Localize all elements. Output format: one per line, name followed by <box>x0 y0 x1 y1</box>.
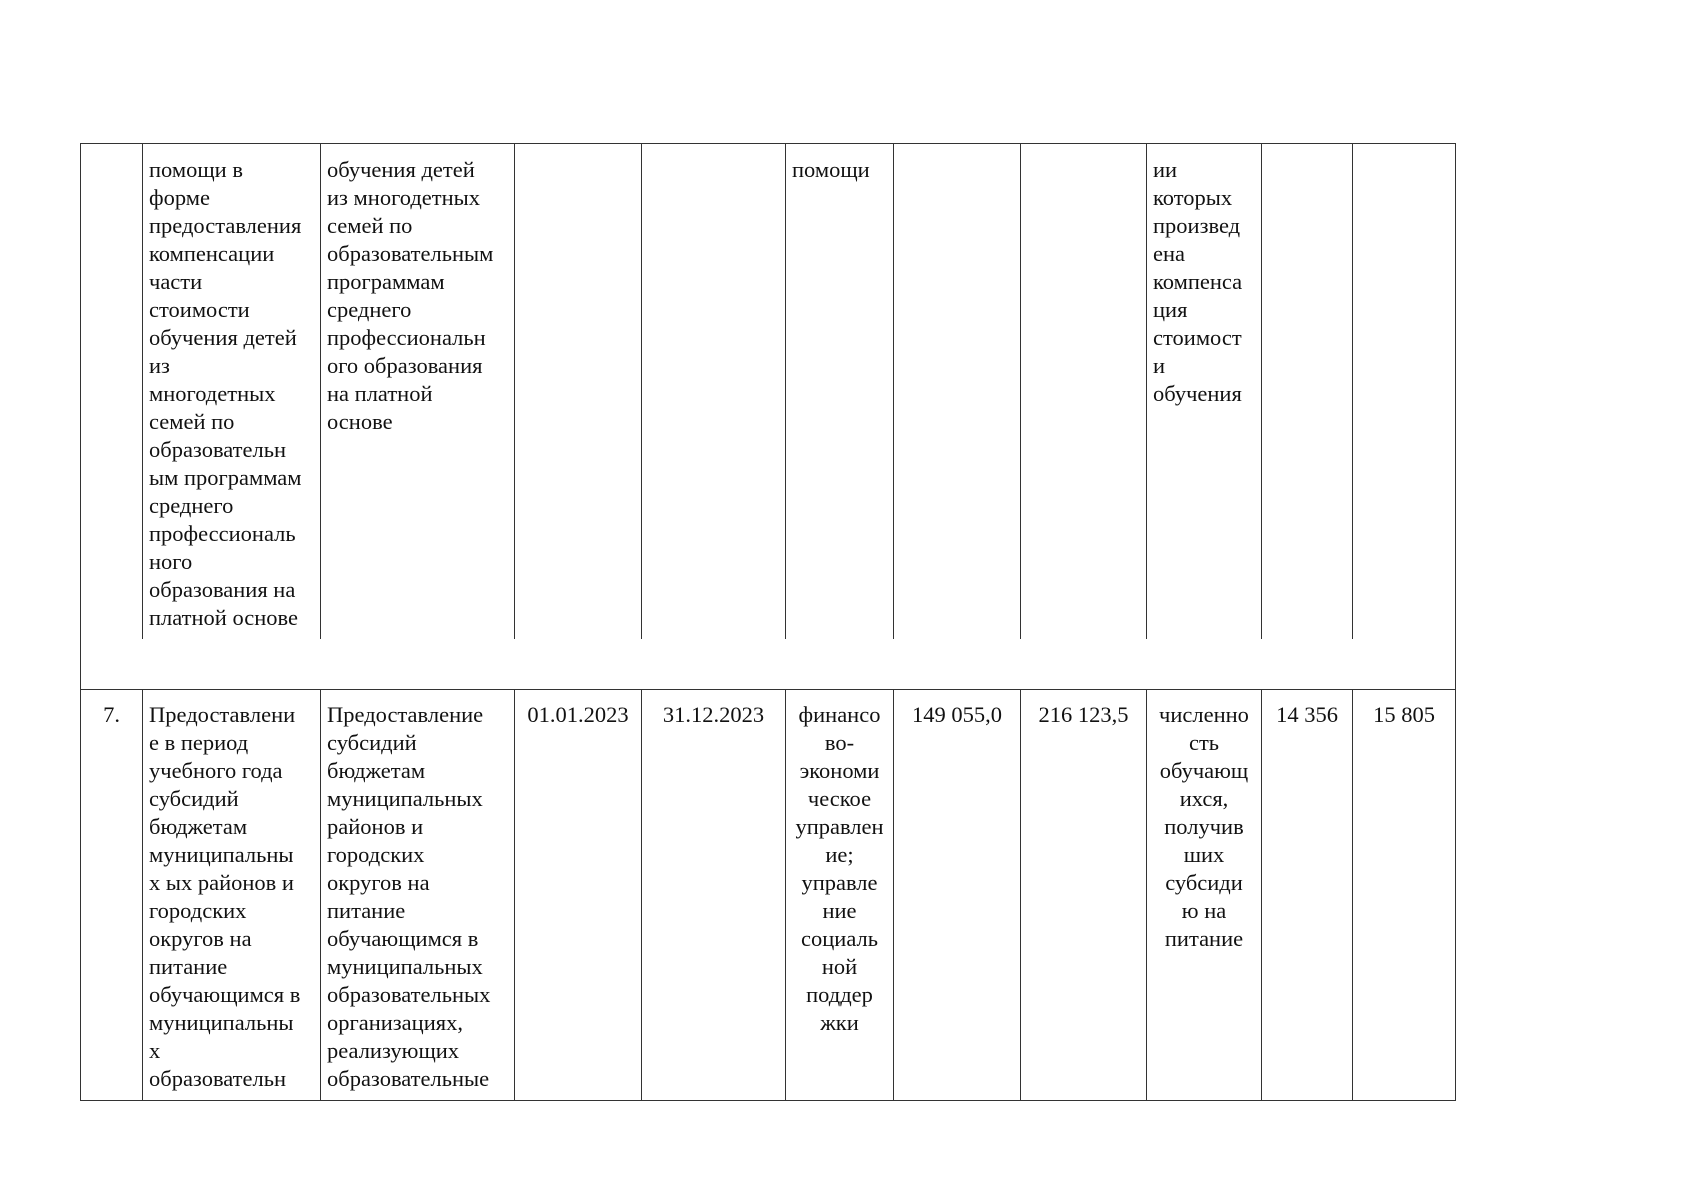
indicator-cell: численно сть обучающ ихся, получив ших субсиди ю на питание <box>1159 702 1249 951</box>
responsible-cell: финансо во- экономи ческое управлен ие; управле ние социаль ной поддер жки <box>795 702 884 1035</box>
row-7-top-border <box>80 689 1456 690</box>
amount-cell: 216 123,5 <box>1038 702 1129 727</box>
indicator-cell: ии которых произвед ена компенса ция стоимост и обучения <box>1153 157 1243 406</box>
activity-description-cell: Предоставление субсидий бюджетам муниципальных районов и городских округов на питание обучающимся в муниципальных образовательных организациях, реализующих образовательные <box>327 702 491 1091</box>
end-date-cell: 31.12.2023 <box>662 702 765 727</box>
indicator-value-cell: 14 356 <box>1276 702 1338 727</box>
col-divider <box>1020 143 1021 639</box>
col-divider <box>1261 143 1262 639</box>
col-divider <box>514 143 515 639</box>
col-divider <box>893 143 894 639</box>
col-divider <box>1352 143 1353 639</box>
activity-name-cell: Предоставлени е в период учебного года субсидий бюджетам муниципальны х ых районов и городских округов на питание обучающимся в муниципальны х образовательн <box>149 702 301 1091</box>
row-number-cell: 7. <box>103 702 120 727</box>
table-right-border <box>1455 143 1456 1101</box>
table-top-border <box>80 143 1456 144</box>
responsible-cell: помощи <box>792 157 870 182</box>
program-activities-table <box>80 143 1455 1101</box>
start-date-cell: 01.01.2023 <box>527 702 629 727</box>
activity-name-cell: помощи в форме предоставления компенсации части стоимости обучения детей из многодетных семей по образовательн ым программам среднего профессиональ ного образования на платной основе <box>149 157 302 630</box>
amount-cell: 149 055,0 <box>912 702 1002 727</box>
indicator-value-cell: 15 805 <box>1373 702 1435 727</box>
activity-description-cell: обучения детей из многодетных семей по образовательным программам среднего профессиональн ого образования на платной основе <box>327 157 494 434</box>
col-divider <box>641 143 642 639</box>
table-bottom-border <box>80 1100 1456 1101</box>
